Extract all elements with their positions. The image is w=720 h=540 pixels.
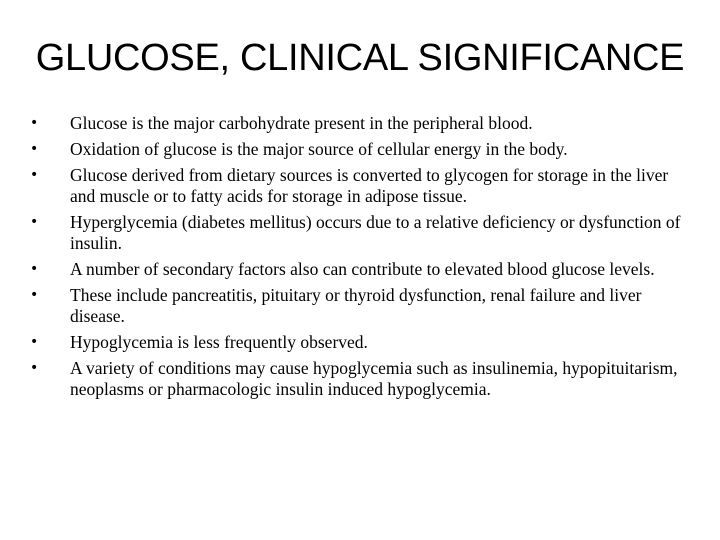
bullet-item — [30, 212, 690, 254]
bullet-text: Hypoglycemia is less frequently observed. — [70, 332, 368, 352]
bullet-text: These include pancreatitis, pituitary or thyroid dysfunction, renal failure and liver disease. — [70, 285, 642, 326]
bullet-dot-icon: • — [30, 115, 39, 131]
slide-title: GLUCOSE, CLINICAL SIGNIFICANCE — [35, 37, 685, 79]
bullet-item — [30, 285, 690, 327]
bullet-text: A number of secondary factors also can contribute to elevated blood glucose levels. — [70, 259, 655, 279]
bullet-text: Oxidation of glucose is the major source of cellular energy in the body. — [70, 139, 568, 159]
bullet-item — [30, 332, 690, 353]
bullet-dot-icon: • — [30, 334, 39, 350]
bullet-dot-icon: • — [30, 167, 39, 183]
bullet-item — [30, 358, 690, 400]
bullet-item — [30, 165, 690, 207]
bullet-dot-icon: • — [30, 214, 39, 230]
bullet-dot-icon: • — [30, 360, 39, 376]
bullet-item — [30, 259, 690, 280]
bullet-list — [30, 113, 690, 405]
bullet-dot-icon: • — [30, 287, 39, 303]
bullet-dot-icon: • — [30, 261, 39, 277]
bullet-text: Glucose is the major carbohydrate present in the peripheral blood. — [70, 113, 533, 133]
bullet-text: A variety of conditions may cause hypoglycemia such as insulinemia, hypopituitarism, neoplasms or pharmacologic insulin induced hypoglycemia. — [70, 358, 678, 399]
bullet-item — [30, 113, 690, 134]
bullet-text: Glucose derived from dietary sources is converted to glycogen for storage in the liver and muscle or to fatty acids for storage in adipose tissue. — [70, 165, 669, 206]
bullet-text: Hyperglycemia (diabetes mellitus) occurs due to a relative deficiency or dysfunction of insulin. — [70, 212, 681, 253]
bullet-dot-icon: • — [30, 141, 39, 157]
bullet-item — [30, 139, 690, 160]
